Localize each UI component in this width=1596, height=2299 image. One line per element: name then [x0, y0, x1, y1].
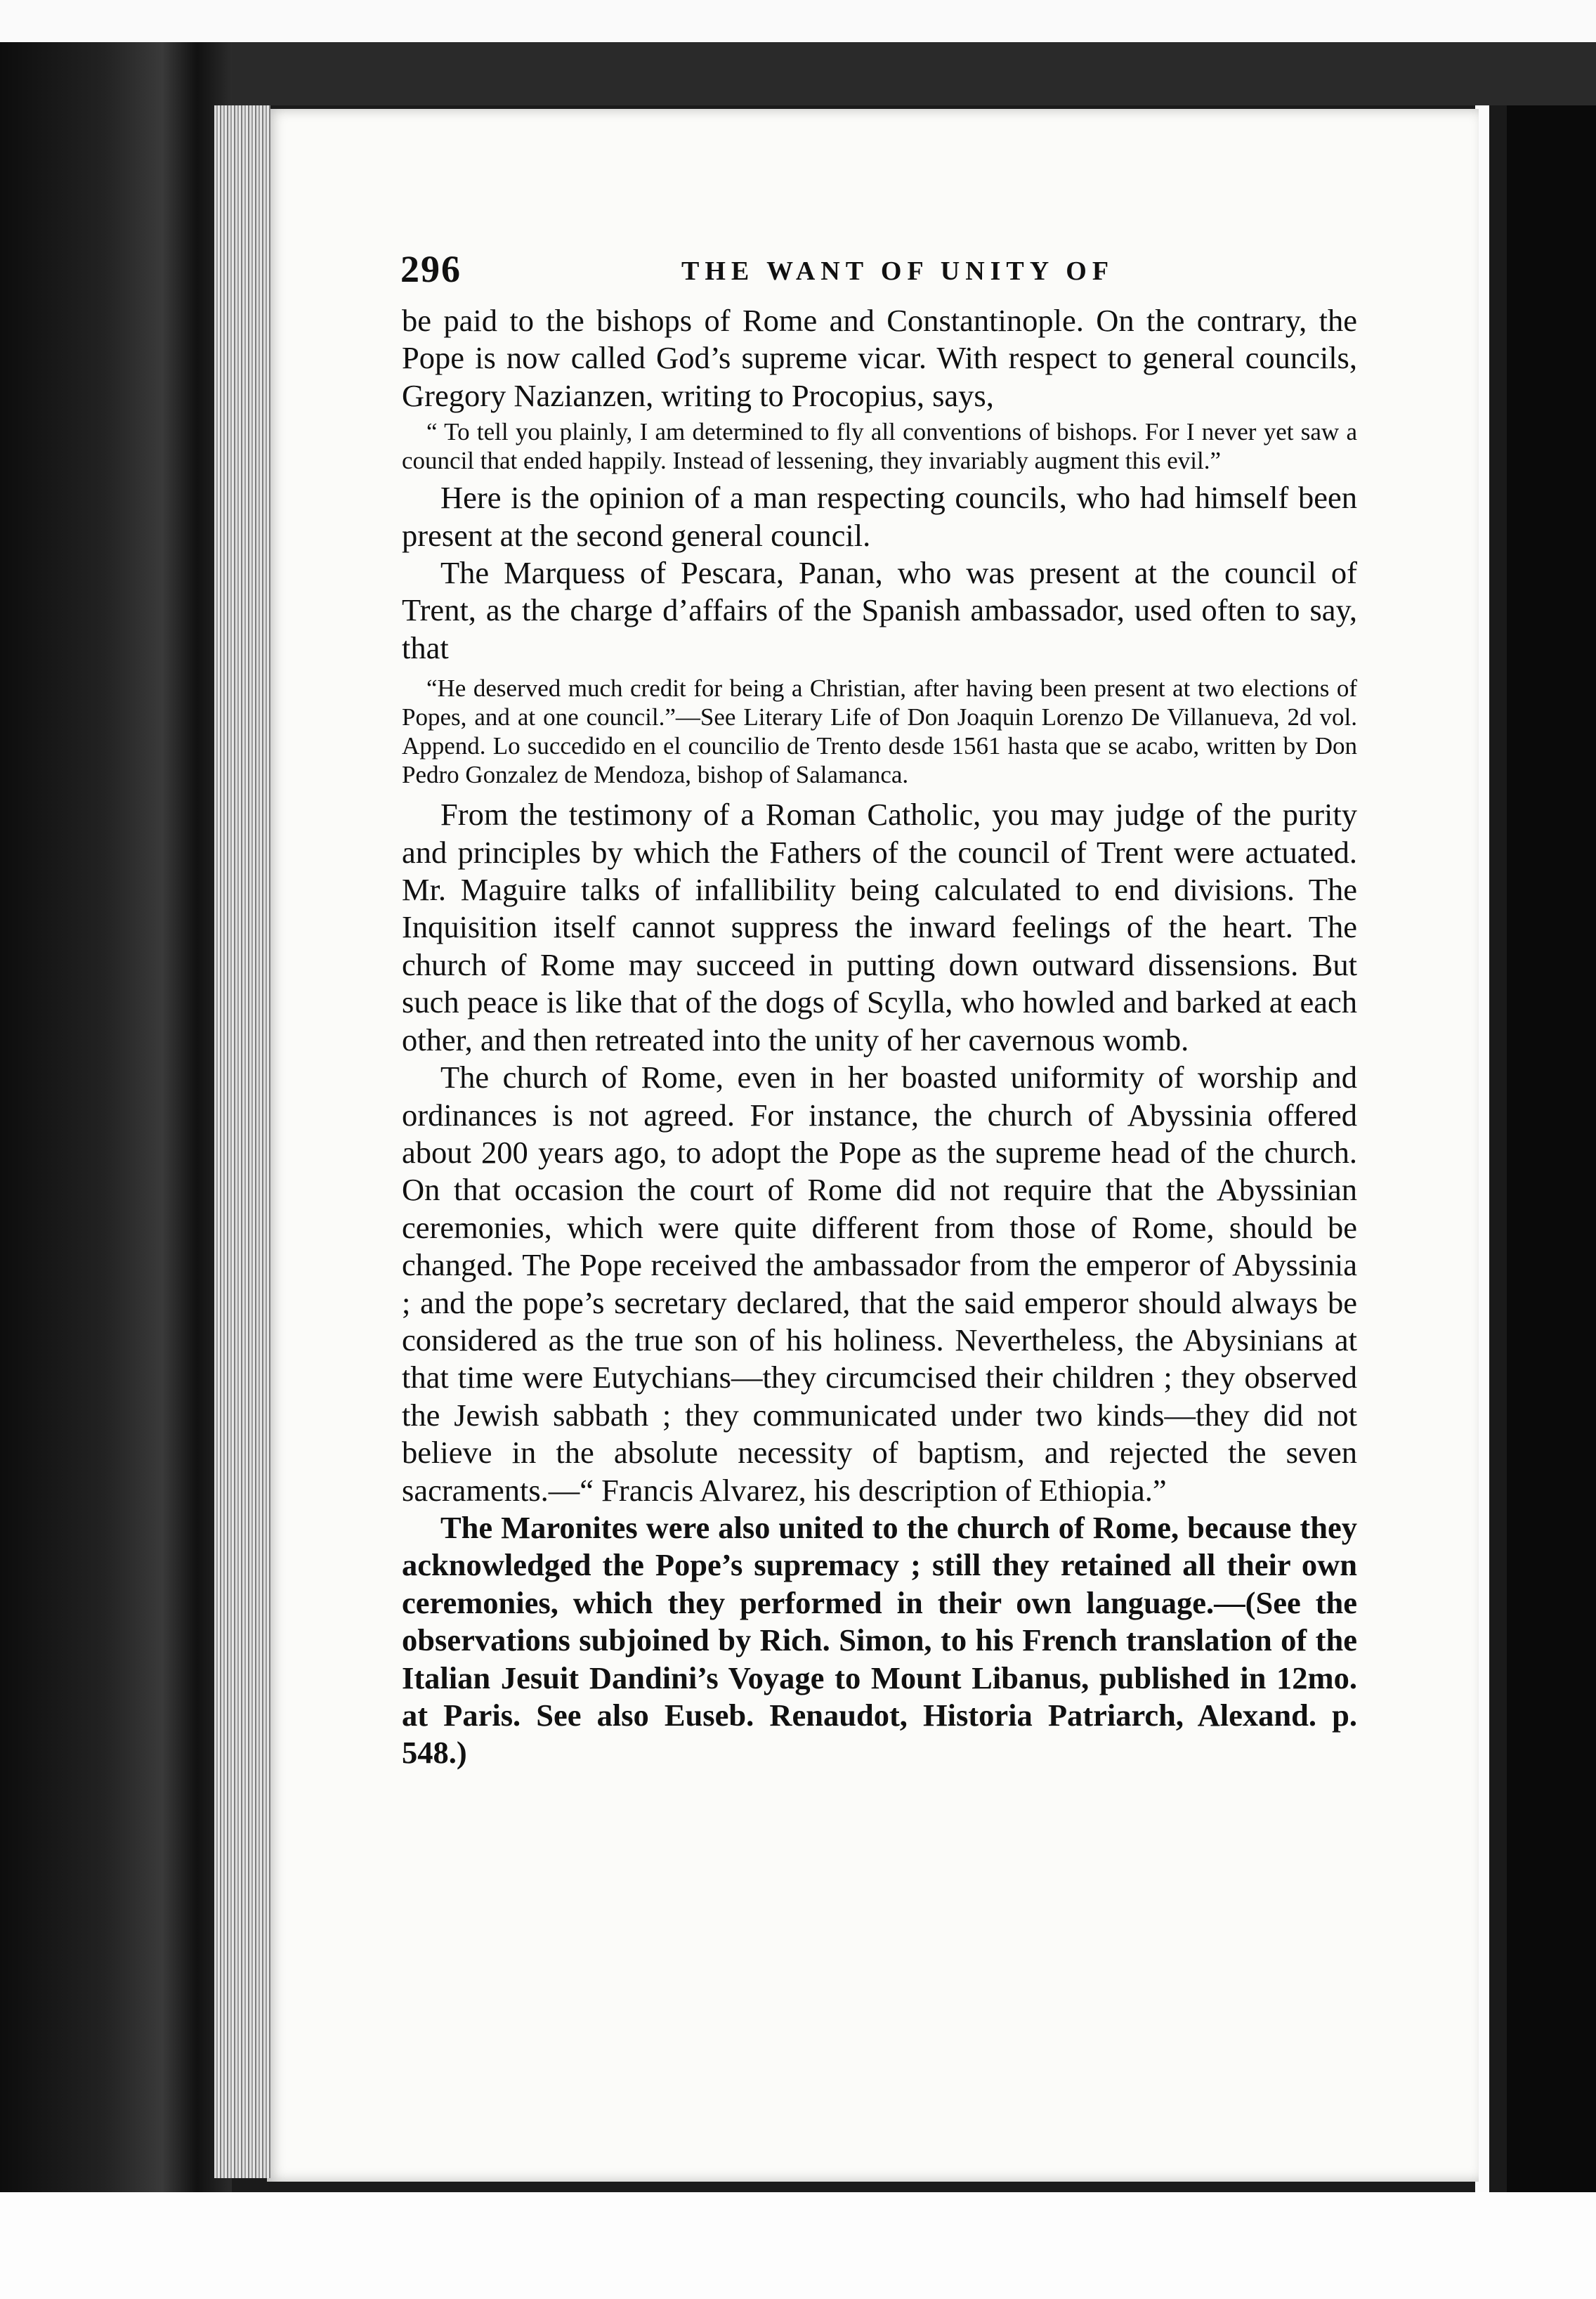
paragraph-6: The Maronites were also united to the church of Rome, because they acknowledged the Pope’s supremacy ; still they retained all their own ceremonies, which they performed in their own language.—(See the observations subjoined by Rich. Simon, to his French translation of the Italian Jesuit Dandini’s Voyage to Mount Libanus, published in 12mo. at Paris. See also Euseb. Renaudot, Historia Patriarch, Alexand. p. 548.) — [402, 1509, 1357, 1771]
quote-nazianzen: “ To tell you plainly, I am determined to fly all conventions of bishops. For I never yet saw a council that ended happily. Instead of lessening, they invariably augment this evil.” — [402, 418, 1357, 475]
quote-pescara: “He deserved much credit for being a Christian, after having been present at two elections of Popes, and at one council.”—See Literary Life of Don Joaquin Lorenzo De Villanueva, 2d vol. Append. Lo succedido en el councilio de Trento desde 1561 hasta que se acabo, written by Don Pedro Gonzalez de Mendoza, bishop of Salamanca. — [402, 675, 1357, 789]
facing-page-edge — [1475, 105, 1596, 2192]
paragraph-2: Here is the opinion of a man respecting councils, who had himself been present at the second general council. — [402, 480, 1357, 553]
page-number: 296 — [400, 248, 462, 290]
paragraph-5: The church of Rome, even in her boasted uniformity of worship and ordinances is not agreed. For instance, the church of Abyssinia offered about 200 years ago, to adopt the Pope as the supreme head of the church. On that occasion the court of Rome did not require that the Abyssinian ceremonies, which were quite different from those of Rome, should be changed. The Pope received the ambassador from the emperor of Abyssinia ; and the pope’s secretary declared, that the said emperor should always be considered as the true son of his holiness. Nevertheless, the Abysinians at that time were Eutychians—they circumcised their children ; they observed the Jewish sabbath ; they communicated under two kinds—they did not believe in the absolute necessity of baptism, and rejected the seven sacraments.—“ Francis Alvarez, his description of Ethiopia.” — [402, 1060, 1357, 1508]
paragraph-1: be paid to the bishops of Rome and Constantinople. On the contrary, the Pope is now called God’s supreme vicar. With respect to general councils, Gregory Nazianzen, writing to Procopius, says, — [402, 303, 1357, 413]
paragraph-3: The Marquess of Pescara, Panan, who was present at the council of Trent, as the charge d’affairs of the Spanish ambassador, used often to say, that — [402, 555, 1357, 665]
scan-background-top — [0, 0, 1596, 105]
page-edges — [214, 105, 270, 2178]
book-spine — [0, 42, 232, 2299]
page-body — [402, 302, 1357, 1772]
page-header — [400, 247, 1384, 304]
paragraph-4: From the testimony of a Roman Catholic, you may judge of the purity and principles by which the Fathers of the council of Trent were actuated. Mr. Maguire talks of infallibility being calculated to end divisions. The Inquisition itself cannot suppress the inward feelings of the heart. The church of Rome may succeed in putting down outward dissensions. But such peace is like that of the dogs of Scylla, who howled and barked at each other, and then retreated into the unity of her cavernous womb. — [402, 797, 1357, 1057]
scan-background-bottom — [0, 2192, 1596, 2299]
running-head: THE WANT OF UNITY OF — [681, 256, 1115, 286]
